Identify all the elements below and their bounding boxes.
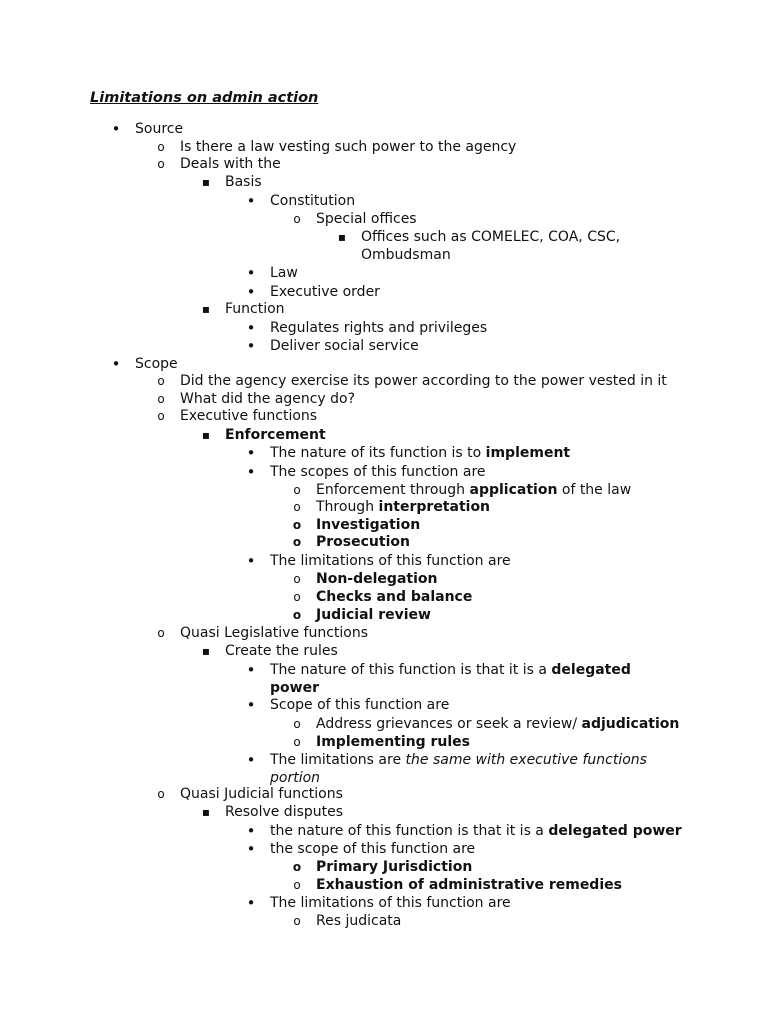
list-item: o Is there a law vesting such power to the agency — [0, 138, 768, 156]
list-item: • Executive order — [0, 283, 768, 301]
list-item: o Res judicata — [0, 912, 768, 930]
circle-bullet-icon — [290, 533, 304, 552]
circle-bullet-icon — [290, 588, 304, 607]
list-item: o What did the agency do? — [0, 390, 768, 408]
list-item: o Deals with the — [0, 155, 768, 173]
list-item: o Special offices — [0, 210, 768, 228]
disc-bullet-icon — [244, 319, 258, 339]
circle-bullet-icon — [290, 210, 304, 229]
square-bullet-icon — [199, 642, 213, 661]
list-item: • The limitations of this function are — [0, 894, 768, 912]
square-bullet-icon — [199, 300, 213, 319]
circle-bullet-icon — [290, 715, 304, 734]
disc-bullet-icon — [244, 444, 258, 464]
circle-bullet-icon — [290, 733, 304, 752]
circle-bullet-icon — [290, 498, 304, 517]
list-item: o Primary Jurisdiction — [0, 858, 768, 876]
list-item: ▪ Basis — [0, 173, 768, 191]
list-item: • the scope of this function are — [0, 840, 768, 858]
circle-bullet-icon — [154, 372, 168, 391]
list-item: ▪ Resolve disputes — [0, 803, 768, 821]
disc-bullet-icon — [244, 894, 258, 914]
list-item: • Regulates rights and privileges — [0, 319, 768, 337]
list-item: o Non-delegation — [0, 570, 768, 588]
circle-bullet-icon — [290, 570, 304, 589]
circle-bullet-icon — [154, 407, 168, 426]
document-title: Limitations on admin action — [90, 90, 319, 106]
circle-bullet-icon — [290, 876, 304, 895]
disc-bullet-icon — [244, 661, 258, 681]
list-item: o Quasi Legislative functions — [0, 624, 768, 642]
list-item: ▪ Function — [0, 300, 768, 318]
list-item: o Checks and balance — [0, 588, 768, 606]
list-item: ▪ Enforcement — [0, 426, 768, 444]
disc-bullet-icon — [244, 552, 258, 572]
list-item: • Law — [0, 264, 768, 282]
disc-bullet-icon — [244, 337, 258, 357]
circle-bullet-icon — [154, 155, 168, 174]
list-item: o Quasi Judicial functions — [0, 785, 768, 803]
list-item: o Prosecution — [0, 533, 768, 551]
list-item: o Exhaustion of administrative remedies — [0, 876, 768, 894]
square-bullet-icon — [199, 426, 213, 445]
outline — [0, 120, 768, 930]
list-item: o Through interpretation — [0, 498, 768, 516]
disc-bullet-icon — [244, 840, 258, 860]
list-item: o Executive functions — [0, 407, 768, 425]
list-item: • Deliver social service — [0, 337, 768, 355]
list-item: o Did the agency exercise its power according to the power vested in it — [0, 372, 768, 390]
circle-bullet-icon — [290, 858, 304, 877]
list-item: o Address grievances or seek a review/ adjudication — [0, 715, 768, 733]
list-item: • the nature of this function is that it is a delegated power — [0, 822, 768, 840]
list-item: o Implementing rules — [0, 733, 768, 751]
list-item: • The limitations of this function are — [0, 552, 768, 570]
circle-bullet-icon — [154, 785, 168, 804]
circle-bullet-icon — [290, 606, 304, 625]
disc-bullet-icon — [244, 463, 258, 483]
list-item: o Investigation — [0, 516, 768, 534]
disc-bullet-icon — [244, 751, 258, 771]
list-item: • Scope — [0, 355, 768, 373]
list-item: • Constitution — [0, 192, 768, 210]
disc-bullet-icon — [244, 264, 258, 284]
disc-bullet-icon — [244, 192, 258, 212]
list-item: ▪ Offices such as COMELEC, COA, CSC, Ombudsman — [0, 228, 768, 264]
disc-bullet-icon — [244, 822, 258, 842]
disc-bullet-icon — [244, 696, 258, 716]
square-bullet-icon — [335, 228, 349, 247]
list-item: • The limitations are the same with executive functions portion — [0, 751, 768, 787]
list-item: • Source — [0, 120, 768, 138]
circle-bullet-icon — [290, 912, 304, 931]
list-item: ▪ Create the rules — [0, 642, 768, 660]
list-item: • The scopes of this function are — [0, 463, 768, 481]
list-item: o Judicial review — [0, 606, 768, 624]
list-item: • The nature of this function is that it is a delegated power — [0, 661, 768, 697]
disc-bullet-icon — [109, 120, 123, 140]
square-bullet-icon — [199, 803, 213, 822]
square-bullet-icon — [199, 173, 213, 192]
list-item: o Enforcement through application of the law — [0, 481, 768, 499]
list-item: • The nature of its function is to implement — [0, 444, 768, 462]
circle-bullet-icon — [154, 624, 168, 643]
list-item: • Scope of this function are — [0, 696, 768, 714]
